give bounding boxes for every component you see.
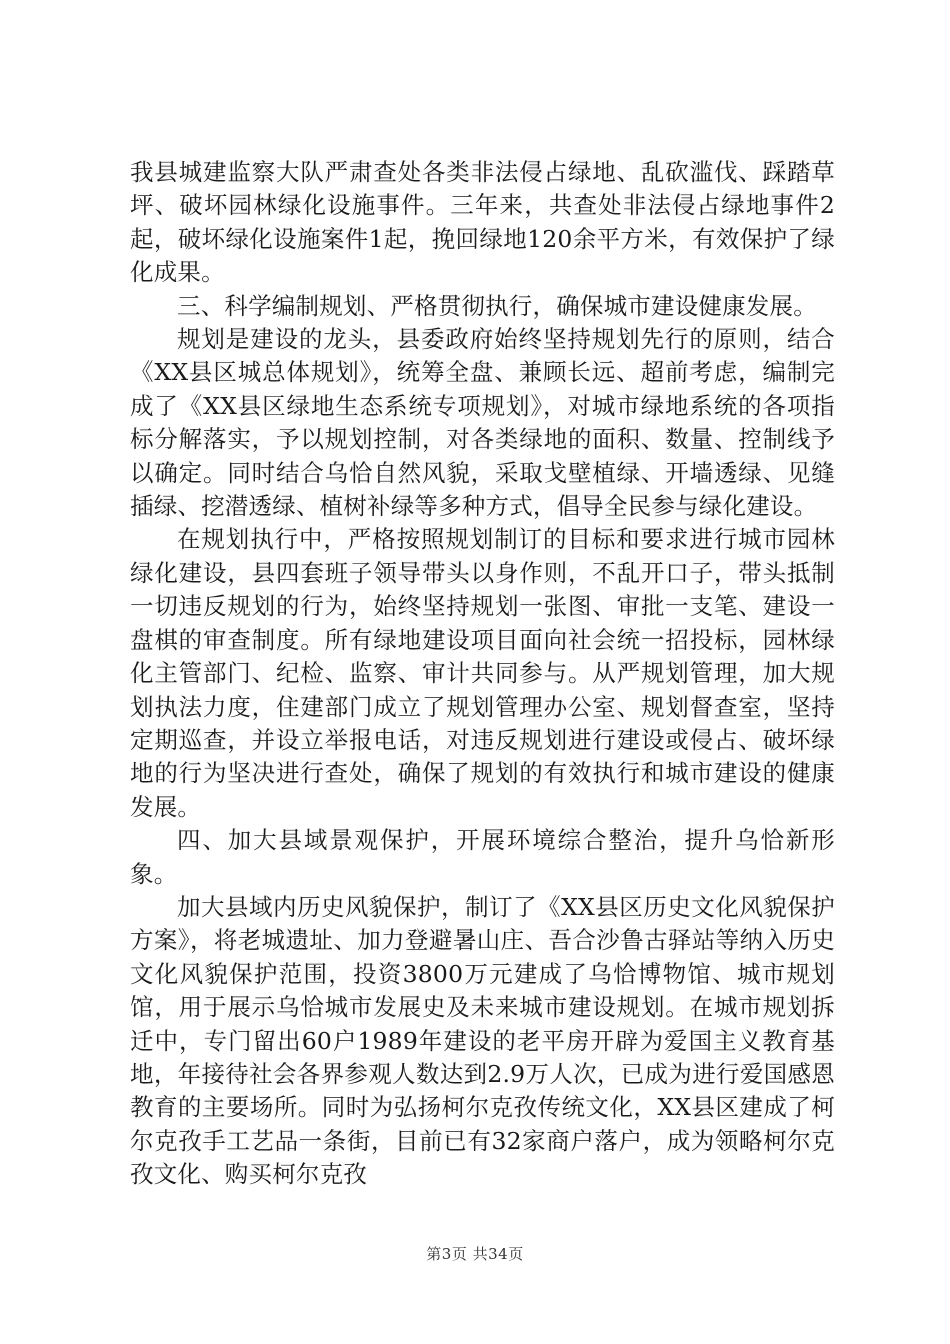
paragraph-planning-leadership: 规划是建设的龙头，县委政府始终坚持规划先行的原则，结合《XX县区城总体规划》，统筹全盘、兼顾长远、超前考虑，编制完成了《XX县区绿地生态系统专项规划》，对城市绿地系统的各项指标分解落实，予以规划控制，对各类绿地的面积、数量、控制线予以确定。同时结合乌恰自然风貌，采取戈壁植绿、开墙透绿、见缝插绿、挖潜透绿、植树补绿等多种方式，倡导全民参与绿化建设。 bbox=[130, 325, 835, 521]
paragraph-planning-execution: 在规划执行中，严格按照规划制订的目标和要求进行城市园林绿化建设，县四套班子领导带头以身作则，不乱开口子，带头抵制一切违反规划的行为，始终坚持规划一张图、审批一支笔、建设一盘棋的审查制度。所有绿地建设项目面向社会统一招投标，园林绿化主管部门、纪检、监察、审计共同参与。从严规划管理，加大规划执法力度，住建部门成立了规划管理办公室、规划督查室，坚持定期巡查，并设立举报电话，对违反规划进行建设或侵占、破坏绿地的行为坚决进行查处，确保了规划的有效执行和城市建设的健康发展。 bbox=[130, 525, 835, 821]
paragraph-heritage-protection: 加大县域内历史风貌保护，制订了《XX县区历史文化风貌保护方案》，将老城遗址、加力登避暑山庄、吾合沙鲁古驿站等纳入历史文化风貌保护范围，投资3800万元建成了乌恰博物馆、城市规划馆，用于展示乌恰城市发展史及未来城市建设规划。在城市规划拆迁中，专门留出60户1989年建设的老平房开辟为爱国主义教育基地，年接待社会各界参观人数达到2.9万人次，已成为进行爱国感恩教育的主要场所。同时为弘扬柯尔克孜传统文化，XX县区建成了柯尔克孜手工艺品一条街，目前已有32家商户落户，成为领略柯尔克孜文化、购买柯尔克孜 bbox=[130, 892, 835, 1189]
section-heading-landscape: 四、加大县域景观保护，开展环境综合整治，提升乌恰新形象。 bbox=[130, 826, 835, 888]
document-body bbox=[130, 156, 835, 1192]
page-number-footer: 第3页 共34页 bbox=[426, 1245, 524, 1263]
paragraph-enforcement-continued: 我县城建监察大队严肃查处各类非法侵占绿地、乱砍滥伐、踩踏草坪、破坏园林绿化设施事件。三年来，共查处非法侵占绿地事件2起，破坏绿化设施案件1起，挽回绿地120余平方米，有效保护了绿化成果。 bbox=[130, 158, 835, 287]
section-heading-planning: 三、科学编制规划、严格贯彻执行，确保城市建设健康发展。 bbox=[177, 291, 817, 320]
